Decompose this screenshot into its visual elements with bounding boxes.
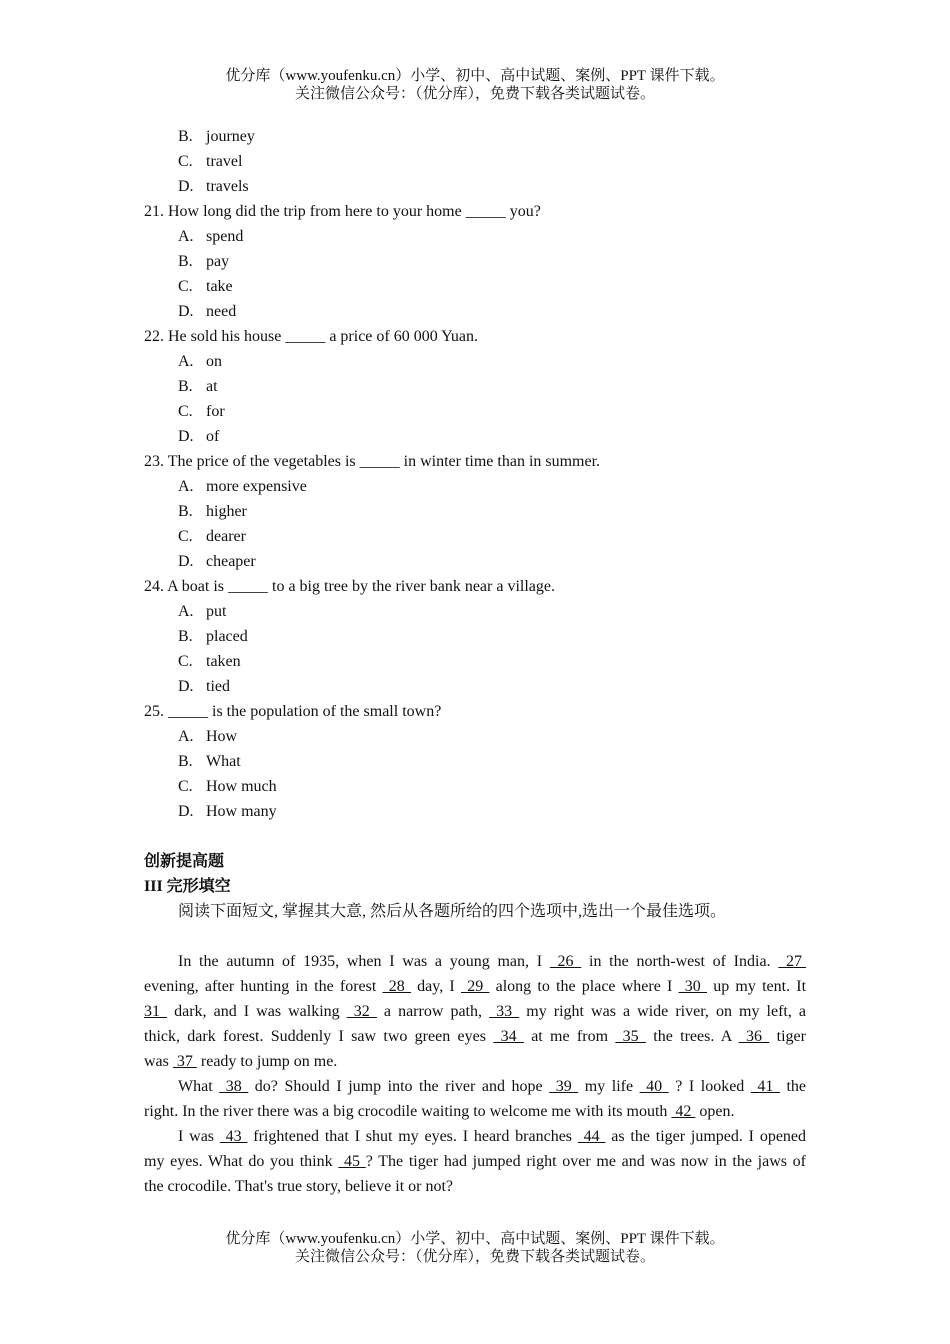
option-text: dearer bbox=[206, 528, 246, 545]
option-letter: A. bbox=[178, 478, 194, 495]
option-letter: B. bbox=[178, 503, 193, 520]
passage-paragraph-3 bbox=[144, 1124, 806, 1199]
blank-number: 29 bbox=[460, 978, 490, 995]
option-text: How many bbox=[206, 803, 277, 820]
page-footer bbox=[0, 1230, 950, 1266]
passage-line bbox=[144, 949, 806, 974]
passage-text: at me from bbox=[523, 1028, 616, 1045]
option-text: on bbox=[206, 353, 222, 370]
option-letter: A. bbox=[178, 228, 194, 245]
question-stem: 21. How long did the trip from here to your home _____ you? bbox=[144, 203, 541, 220]
option bbox=[144, 774, 806, 799]
option-text: tied bbox=[206, 678, 230, 695]
option-letter: D. bbox=[178, 178, 194, 195]
blank-number: 31 bbox=[144, 1003, 168, 1020]
passage-text: day, I bbox=[410, 978, 461, 995]
passage-text: right. In the river there was a big crocodile waiting to welcome me with its mouth bbox=[144, 1103, 672, 1120]
blank-number: 33 bbox=[489, 1003, 520, 1020]
passage-line bbox=[144, 1174, 806, 1199]
question-list bbox=[144, 199, 806, 824]
option bbox=[144, 274, 806, 299]
passage-text: do? Should I jump into the river and hope bbox=[248, 1078, 550, 1095]
footer-line-2: 关注微信公众号：（优分库），免费下载各类试题试卷。 bbox=[294, 1249, 655, 1265]
option-letter: D. bbox=[178, 678, 194, 695]
passage-text: In the autumn of 1935, when I was a young man, I bbox=[178, 953, 550, 970]
section-title: 创新提高题 bbox=[144, 853, 225, 870]
header-line-1: 优分库（www.youfenku.cn）小学、初中、高中试题、案例、PPT 课件下载。 bbox=[225, 68, 725, 84]
option-letter: C. bbox=[178, 528, 193, 545]
passage-text: What bbox=[178, 1078, 220, 1095]
option-text: put bbox=[206, 603, 227, 620]
passage-text: ready to jump on me. bbox=[196, 1053, 338, 1070]
option bbox=[144, 799, 806, 824]
blank-number: 43 bbox=[219, 1128, 248, 1145]
option bbox=[144, 724, 806, 749]
passage-text: up my tent. It bbox=[707, 978, 807, 995]
passage-text: frightened that I shut my eyes. I heard branches bbox=[247, 1128, 578, 1145]
blank-number: 34 bbox=[493, 1028, 524, 1045]
question-stem: 22. He sold his house _____ a price of 60 000 Yuan. bbox=[144, 328, 479, 345]
option-letter: D. bbox=[178, 303, 194, 320]
option-text: What bbox=[206, 753, 241, 770]
option-letter: B. bbox=[178, 253, 193, 270]
passage-line bbox=[144, 1074, 806, 1099]
option bbox=[144, 599, 806, 624]
section-subtitle: III 完形填空 bbox=[144, 878, 231, 895]
option-letter: D. bbox=[178, 553, 194, 570]
passage-text: in the north-west of India. bbox=[581, 953, 779, 970]
option-text: higher bbox=[206, 503, 247, 520]
option-letter: C. bbox=[178, 778, 193, 795]
question-stem: 25. _____ is the population of the small town? bbox=[144, 703, 442, 720]
passage-paragraph-1 bbox=[144, 949, 806, 1074]
blank-number: 42 bbox=[671, 1103, 696, 1120]
option-letter: A. bbox=[178, 603, 194, 620]
option bbox=[144, 549, 806, 574]
blank-number: 32 bbox=[346, 1003, 377, 1020]
question-20-options bbox=[144, 124, 806, 199]
option-text: placed bbox=[206, 628, 248, 645]
passage-text: was bbox=[144, 1053, 173, 1070]
passage-text: ? I looked bbox=[668, 1078, 751, 1095]
option-text: travel bbox=[206, 153, 243, 170]
header-line-2: 关注微信公众号：（优分库），免费下载各类试题试卷。 bbox=[294, 86, 655, 102]
option-letter: B. bbox=[178, 378, 193, 395]
passage-paragraph-2 bbox=[144, 1074, 806, 1124]
option bbox=[144, 299, 806, 324]
option-text: at bbox=[206, 378, 218, 395]
option-letter: B. bbox=[178, 753, 193, 770]
option-text: of bbox=[206, 428, 220, 445]
option-text: travels bbox=[206, 178, 249, 195]
passage-text: I was bbox=[178, 1128, 220, 1145]
option-text: journey bbox=[206, 128, 255, 145]
blank-number: 26 bbox=[549, 953, 582, 970]
passage-line bbox=[144, 1049, 806, 1074]
option bbox=[144, 224, 806, 249]
option bbox=[144, 399, 806, 424]
option-letter: D. bbox=[178, 428, 194, 445]
option bbox=[144, 124, 806, 149]
option-letter: A. bbox=[178, 728, 194, 745]
passage-text: the trees. A bbox=[645, 1028, 739, 1045]
question-stem: 23. The price of the vegetables is _____ in winter time than in summer. bbox=[144, 453, 601, 470]
page-header bbox=[0, 67, 950, 103]
option-text: take bbox=[206, 278, 233, 295]
passage-text: tiger bbox=[769, 1028, 806, 1045]
option bbox=[144, 249, 806, 274]
blank-number: 44 bbox=[577, 1128, 606, 1145]
passage-text: along to the place where I bbox=[489, 978, 679, 995]
option bbox=[144, 674, 806, 699]
option-text: pay bbox=[206, 253, 230, 270]
passage-text: thick, dark forest. Suddenly I saw two green eyes bbox=[144, 1028, 494, 1045]
option-letter: C. bbox=[178, 403, 193, 420]
option bbox=[144, 474, 806, 499]
option bbox=[144, 749, 806, 774]
footer-line-1: 优分库（www.youfenku.cn）小学、初中、高中试题、案例、PPT 课件下载。 bbox=[225, 1231, 725, 1247]
blank-number: 27 bbox=[778, 953, 807, 970]
option bbox=[144, 424, 806, 449]
passage-text: dark, and I was walking bbox=[167, 1003, 347, 1020]
blank-number: 40 bbox=[639, 1078, 669, 1095]
option bbox=[144, 374, 806, 399]
option-letter: B. bbox=[178, 128, 193, 145]
passage-text: evening, after hunting in the forest bbox=[144, 978, 383, 995]
section-instruction: 阅读下面短文, 掌握其大意, 然后从各题所给的四个选项中,选出一个最佳选项。 bbox=[178, 903, 727, 920]
option-text: for bbox=[206, 403, 225, 420]
passage-line bbox=[144, 1124, 806, 1149]
blank-number: 28 bbox=[382, 978, 411, 995]
passage-line bbox=[144, 1099, 806, 1124]
option-text: more expensive bbox=[206, 478, 307, 495]
blank-number: 37 bbox=[172, 1053, 197, 1070]
passage-line bbox=[144, 1149, 806, 1174]
passage-text: a narrow path, bbox=[376, 1003, 490, 1020]
option-letter: A. bbox=[178, 353, 194, 370]
option bbox=[144, 149, 806, 174]
option-letter: C. bbox=[178, 153, 193, 170]
passage-text: my life bbox=[578, 1078, 640, 1095]
option bbox=[144, 349, 806, 374]
blank-number: 36 bbox=[738, 1028, 770, 1045]
document-body bbox=[144, 124, 806, 1199]
passage-text: open. bbox=[695, 1103, 735, 1120]
option-letter: C. bbox=[178, 653, 193, 670]
passage-text: my eyes. What do you think bbox=[144, 1153, 339, 1170]
passage-text: as the tiger jumped. I opened bbox=[605, 1128, 807, 1145]
blank-number: 30 bbox=[678, 978, 707, 995]
blank-number: 39 bbox=[549, 1078, 579, 1095]
blank-number: 35 bbox=[615, 1028, 646, 1045]
option bbox=[144, 174, 806, 199]
option-text: How bbox=[206, 728, 238, 745]
question-stem: 24. A boat is _____ to a big tree by the river bank near a village. bbox=[144, 578, 555, 595]
option-text: cheaper bbox=[206, 553, 256, 570]
option bbox=[144, 499, 806, 524]
blank-number: 38 bbox=[219, 1078, 249, 1095]
passage-text: the bbox=[779, 1078, 807, 1095]
option-text: spend bbox=[206, 228, 244, 245]
passage-line bbox=[144, 999, 806, 1024]
option-text: need bbox=[206, 303, 237, 320]
passage-text: my right was a wide river, on my left, a bbox=[519, 1003, 807, 1020]
option bbox=[144, 524, 806, 549]
option-text: How much bbox=[206, 778, 277, 795]
passage-line bbox=[144, 974, 806, 999]
option-letter: D. bbox=[178, 803, 194, 820]
option-text: taken bbox=[206, 653, 241, 670]
option bbox=[144, 624, 806, 649]
blank-number: 41 bbox=[750, 1078, 780, 1095]
passage-line bbox=[144, 1024, 806, 1049]
option-letter: B. bbox=[178, 628, 193, 645]
passage-text: ? The tiger had jumped right over me and was now in the jaws of bbox=[365, 1153, 807, 1170]
passage-text: the crocodile. That's true story, believe it or not? bbox=[144, 1178, 454, 1195]
option-letter: C. bbox=[178, 278, 193, 295]
option bbox=[144, 649, 806, 674]
blank-number: 45 bbox=[338, 1153, 366, 1170]
